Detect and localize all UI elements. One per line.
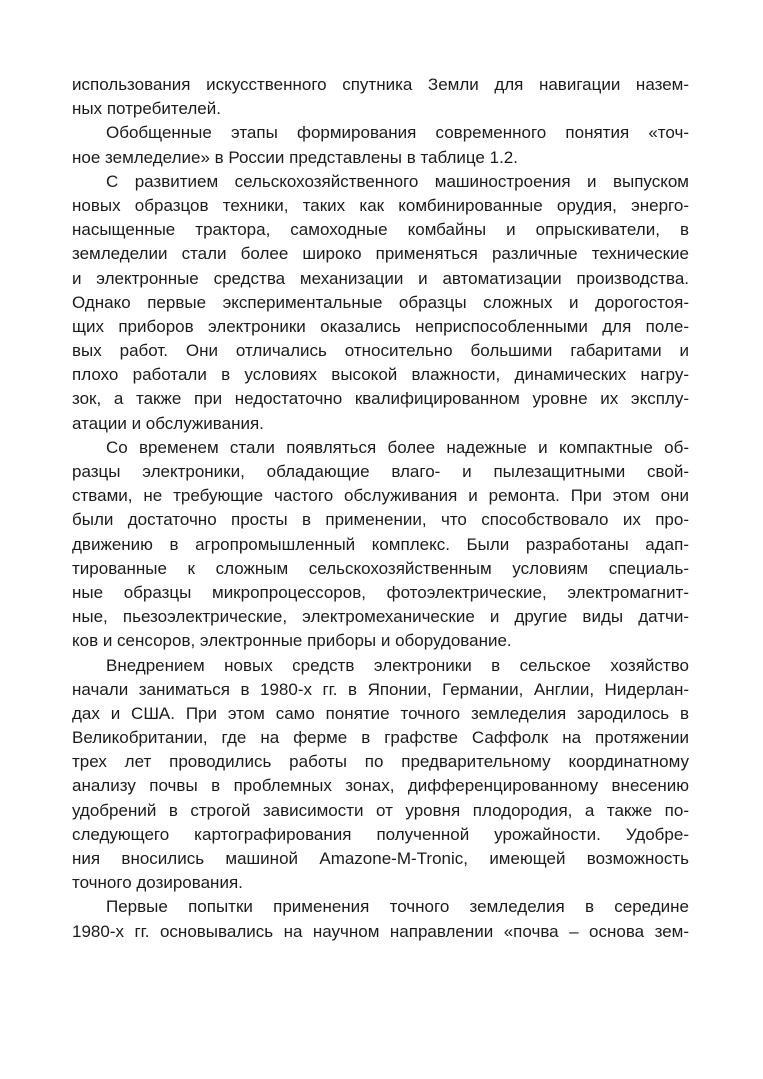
text-line: атации и обслуживания.	[72, 413, 264, 433]
text-line: движению в агропромышленный комплекс. Были разработаны адап-	[72, 534, 689, 554]
text-line: щих приборов электроники оказались неприспособленными для поле-	[72, 316, 689, 336]
text-line: вых работ. Они отличались относительно большими габаритами и	[72, 341, 689, 361]
text-line: ные образцы микропроцессоров, фотоэлектрические, электромагнит-	[72, 582, 689, 602]
text-line: тированные к сложным сельскохозяйственным условиям специаль-	[72, 558, 689, 578]
text-line: С развитием сельскохозяйственного машиностроения и выпуском	[106, 171, 689, 191]
text-line: начали заниматься в 1980-х гг. в Японии, Германии, Англии, Нидерлан-	[72, 679, 689, 699]
text-line: новых образцов техники, таких как комбинированные орудия, энерго-	[72, 195, 689, 215]
text-line: разцы электроники, обладающие влаго- и пылезащитными свой-	[72, 462, 689, 481]
text-line: трех лет проводились работы по предварительному координатному	[72, 752, 689, 772]
text-line: анализу почвы в проблемных зонах, дифференцированному внесению	[72, 776, 689, 796]
text-line: Первые попытки применения точного земледелия в середине	[106, 897, 689, 917]
text-line: дах и США. При этом само понятие точного земледелия зародилось в	[72, 703, 689, 723]
text-line: ное земледелие» в России представлены в таблице 1.2.	[72, 147, 518, 167]
text-line: были достаточно просты в применении, что способствовало их про-	[72, 510, 689, 530]
text-line: Внедрением новых средств электроники в сельское хозяйство	[106, 655, 689, 675]
text-line: насыщенные трактора, самоходные комбайны и опрыскиватели, в	[72, 220, 689, 240]
text-line: следующего картографирования полученной урожайности. Удобре-	[72, 824, 689, 844]
text-line: ных потребителей.	[72, 99, 221, 119]
text-line: плохо работали в условиях высокой влажности, динамических нагру-	[72, 365, 689, 385]
text-line: Великобритании, где на ферме в графстве Саффолк на протяжении	[72, 728, 689, 748]
text-line: удобрений в строгой зависимости от уровня плодородия, а также по-	[72, 800, 689, 820]
text-line: ков и сенсоров, электронные приборы и оборудование.	[72, 631, 512, 651]
text-line: использования искусственного спутника Земли для навигации назем-	[72, 75, 689, 94]
text-line: ствами, не требующие частого обслуживания и ремонта. При этом они	[72, 486, 689, 506]
text-line: зок, а также при недостаточно квалифицированном уровне их эксплу-	[72, 389, 689, 409]
text-line: и электронные средства механизации и автоматизации производства.	[72, 268, 689, 288]
text-line: точного дозирования.	[72, 873, 243, 893]
text-line: 1980-х гг. основывались на научном направлении «почва – основа зем-	[72, 921, 689, 941]
text-line: Обобщенные этапы формирования современного понятия «точ-	[106, 123, 689, 143]
text-line: ния вносились машиной Amazone-M-Tronic, имеющей возможность	[72, 849, 689, 868]
document-page	[72, 73, 689, 944]
text-line: Однако первые экспериментальные образцы сложных и дорогостоя-	[72, 292, 689, 312]
text-line: земледелии стали более широко применяться различные технические	[72, 244, 689, 264]
text-line: Со временем стали появляться более надежные и компактные об-	[106, 437, 689, 457]
text-line: ные, пьезоэлектрические, электромеханические и другие виды датчи-	[72, 607, 689, 627]
